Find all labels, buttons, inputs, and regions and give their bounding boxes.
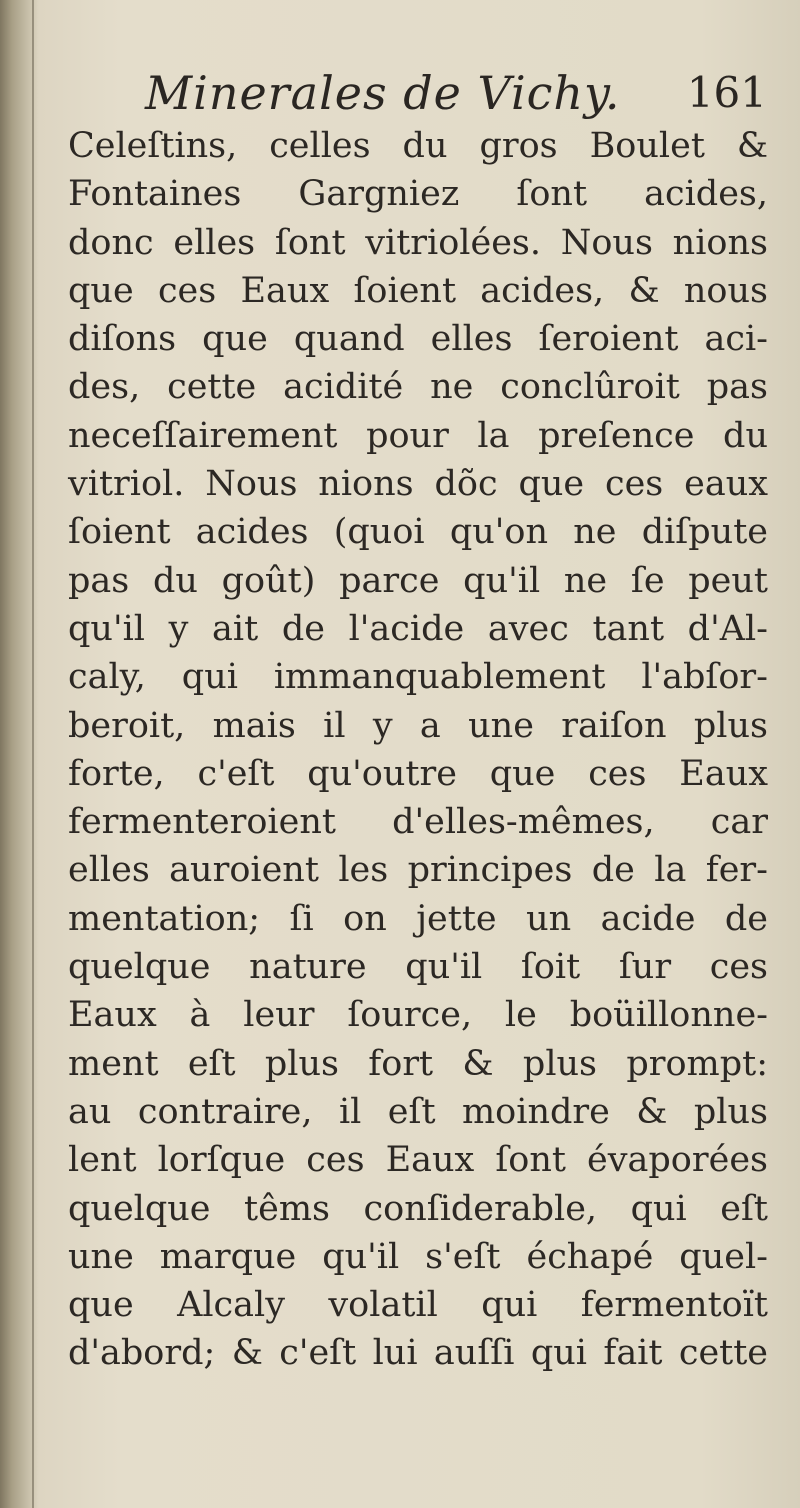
text-line: donc elles ſont vitriolées. Nous nions [68,222,768,263]
text-line: quelque têms conſiderable, qui eſt [68,1188,768,1229]
text-line: lent lorſque ces Eaux ſont évaporées [68,1140,768,1181]
text-line: beroit, mais il y a une raiſon plus [68,705,768,746]
page-fold-line [32,0,34,1508]
text-line: au contraire, il eſt moindre & plus [68,1091,768,1132]
text-line: mentation; ſi on jette un acide de [68,898,768,939]
text-line: pas du goût) parce qu'il ne ſe peut [68,560,768,601]
text-line: que Alcaly volatil qui fermentoït [68,1285,768,1326]
running-head [145,66,775,126]
text-line: neceſſairement pour la preſence du [68,415,768,456]
page-number: 161 [686,68,767,117]
text-line: une marque qu'il s'eſt échapé quel- [68,1236,768,1277]
text-line: ſoient acides (quoi qu'on ne diſpute [68,512,768,553]
text-line: qu'il y ait de l'acide avec tant d'Al- [68,608,768,649]
text-line: caly, qui immanquablement l'abſor- [68,657,768,698]
text-line: vitriol. Nous nions dõc que ces eaux [68,464,768,505]
text-line: Fontaines Gargniez ſont acides, [68,174,768,215]
body-text [68,122,768,1378]
text-line: diſons que quand elles ſeroient aci- [68,319,768,360]
text-line: fermenteroient d'elles-mêmes, car [68,802,768,843]
text-line: ment eſt plus fort & plus prompt: [68,1043,768,1084]
text-line: forte, c'eſt qu'outre que ces Eaux [68,753,768,794]
text-line: Celeſtins, celles du gros Boulet & [68,126,768,166]
running-head-title: Minerales de Vichy. [145,66,621,120]
text-line: que ces Eaux ſoient acides, & nous [68,270,768,311]
text-line: quelque nature qu'il ſoit ſur ces [68,947,768,988]
text-line: des, cette acidité ne conclûroit pas [68,367,768,408]
text-line: elles auroient les principes de la fer- [68,850,768,891]
text-line: Eaux à leur ſource, le boüillonne- [68,995,768,1036]
text-line: d'abord; & c'eſt lui auſſi qui fait cette [68,1333,768,1374]
